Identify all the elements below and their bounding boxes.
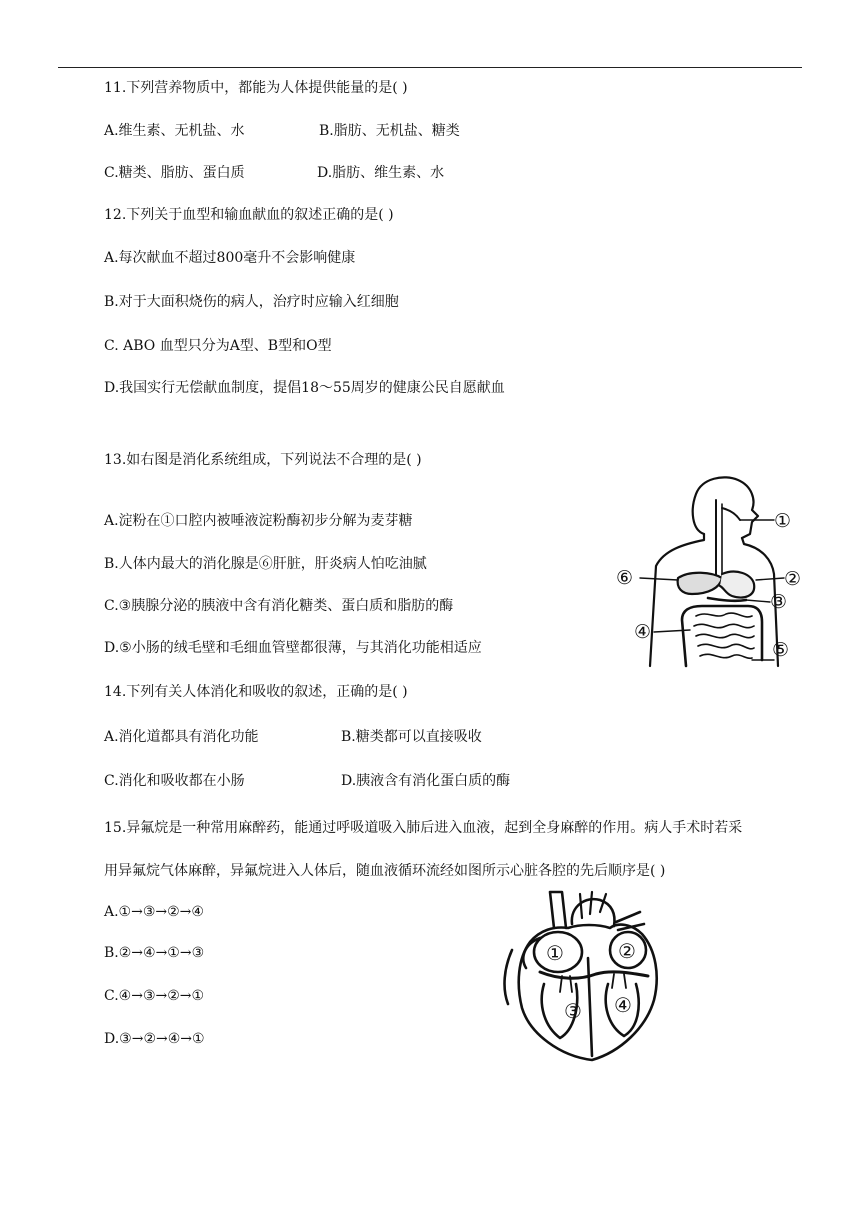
heart-label-1: ①	[546, 941, 564, 965]
heart-label-4: ④	[614, 993, 632, 1017]
q13-option-a: A.淀粉在①口腔内被唾液淀粉酶初步分解为麦芽糖	[104, 513, 413, 529]
heart-figure	[500, 888, 680, 1068]
q13-option-c: C.③胰腺分泌的胰液中含有消化糖类、蛋白质和脂肪的酶	[104, 598, 454, 614]
q14-stem: 14.下列有关人体消化和吸收的叙述，正确的是( )	[104, 684, 408, 700]
q12-stem: 12.下列关于血型和输血献血的叙述正确的是( )	[104, 207, 394, 223]
digestive-label-3: ③	[770, 591, 788, 613]
digestive-system-figure	[612, 470, 804, 670]
q13-stem: 13.如右图是消化系统组成，下列说法不合理的是( )	[104, 452, 422, 468]
q13-option-b: B.人体内最大的消化腺是⑥肝脏，肝炎病人怕吃油腻	[104, 556, 427, 572]
q14-option-a: A.消化道都具有消化功能	[104, 729, 259, 745]
q13-option-d: D.⑤小肠的绒毛壁和毛细血管壁都很薄，与其消化功能相适应	[104, 640, 482, 656]
q15-stem-line1: 15.异氟烷是一种常用麻醉药，能通过呼吸道吸入肺后进入血液，起到全身麻醉的作用。病人手术时若采	[104, 820, 743, 836]
q14-option-c: C.消化和吸收都在小肠	[104, 773, 245, 789]
q11-stem: 11.下列营养物质中，都能为人体提供能量的是( )	[104, 80, 408, 96]
q12-option-a: A.每次献血不超过800毫升不会影响健康	[104, 250, 356, 266]
q15-option-b: B.②→④→①→③	[104, 945, 205, 961]
q15-option-c: C.④→③→②→①	[104, 988, 205, 1004]
q11-option-a: A.维生素、无机盐、水	[104, 123, 245, 139]
q15-option-d: D.③→②→④→①	[104, 1031, 205, 1047]
q12-option-c: C. ABO 血型只分为A型、B型和O型	[104, 338, 332, 354]
digestive-label-2: ②	[784, 568, 802, 590]
q15-option-a: A.①→③→②→④	[104, 904, 204, 920]
q11-option-d: D.脂肪、维生素、水	[317, 165, 445, 181]
heart-label-3: ③	[564, 999, 582, 1023]
digestive-label-4: ④	[634, 621, 652, 643]
heart-label-2: ②	[618, 939, 636, 963]
q15-stem-line2: 用异氟烷气体麻醉，异氟烷进入人体后，随血液循环流经如图所示心脏各腔的先后顺序是( )	[104, 863, 666, 879]
q14-option-b: B.糖类都可以直接吸收	[341, 729, 482, 745]
q12-option-b: B.对于大面积烧伤的病人，治疗时应输入红细胞	[104, 294, 399, 310]
digestive-label-6: ⑥	[616, 567, 634, 589]
q11-option-c: C.糖类、脂肪、蛋白质	[104, 165, 245, 181]
header-rule	[58, 67, 802, 68]
q12-option-d: D.我国实行无偿献血制度，提倡18～55周岁的健康公民自愿献血	[104, 380, 505, 396]
digestive-label-5: ⑤	[772, 639, 790, 661]
digestive-label-1: ①	[774, 510, 792, 532]
q14-option-d: D.胰液含有消化蛋白质的酶	[341, 773, 511, 789]
q11-option-b: B.脂肪、无机盐、糖类	[319, 123, 460, 139]
